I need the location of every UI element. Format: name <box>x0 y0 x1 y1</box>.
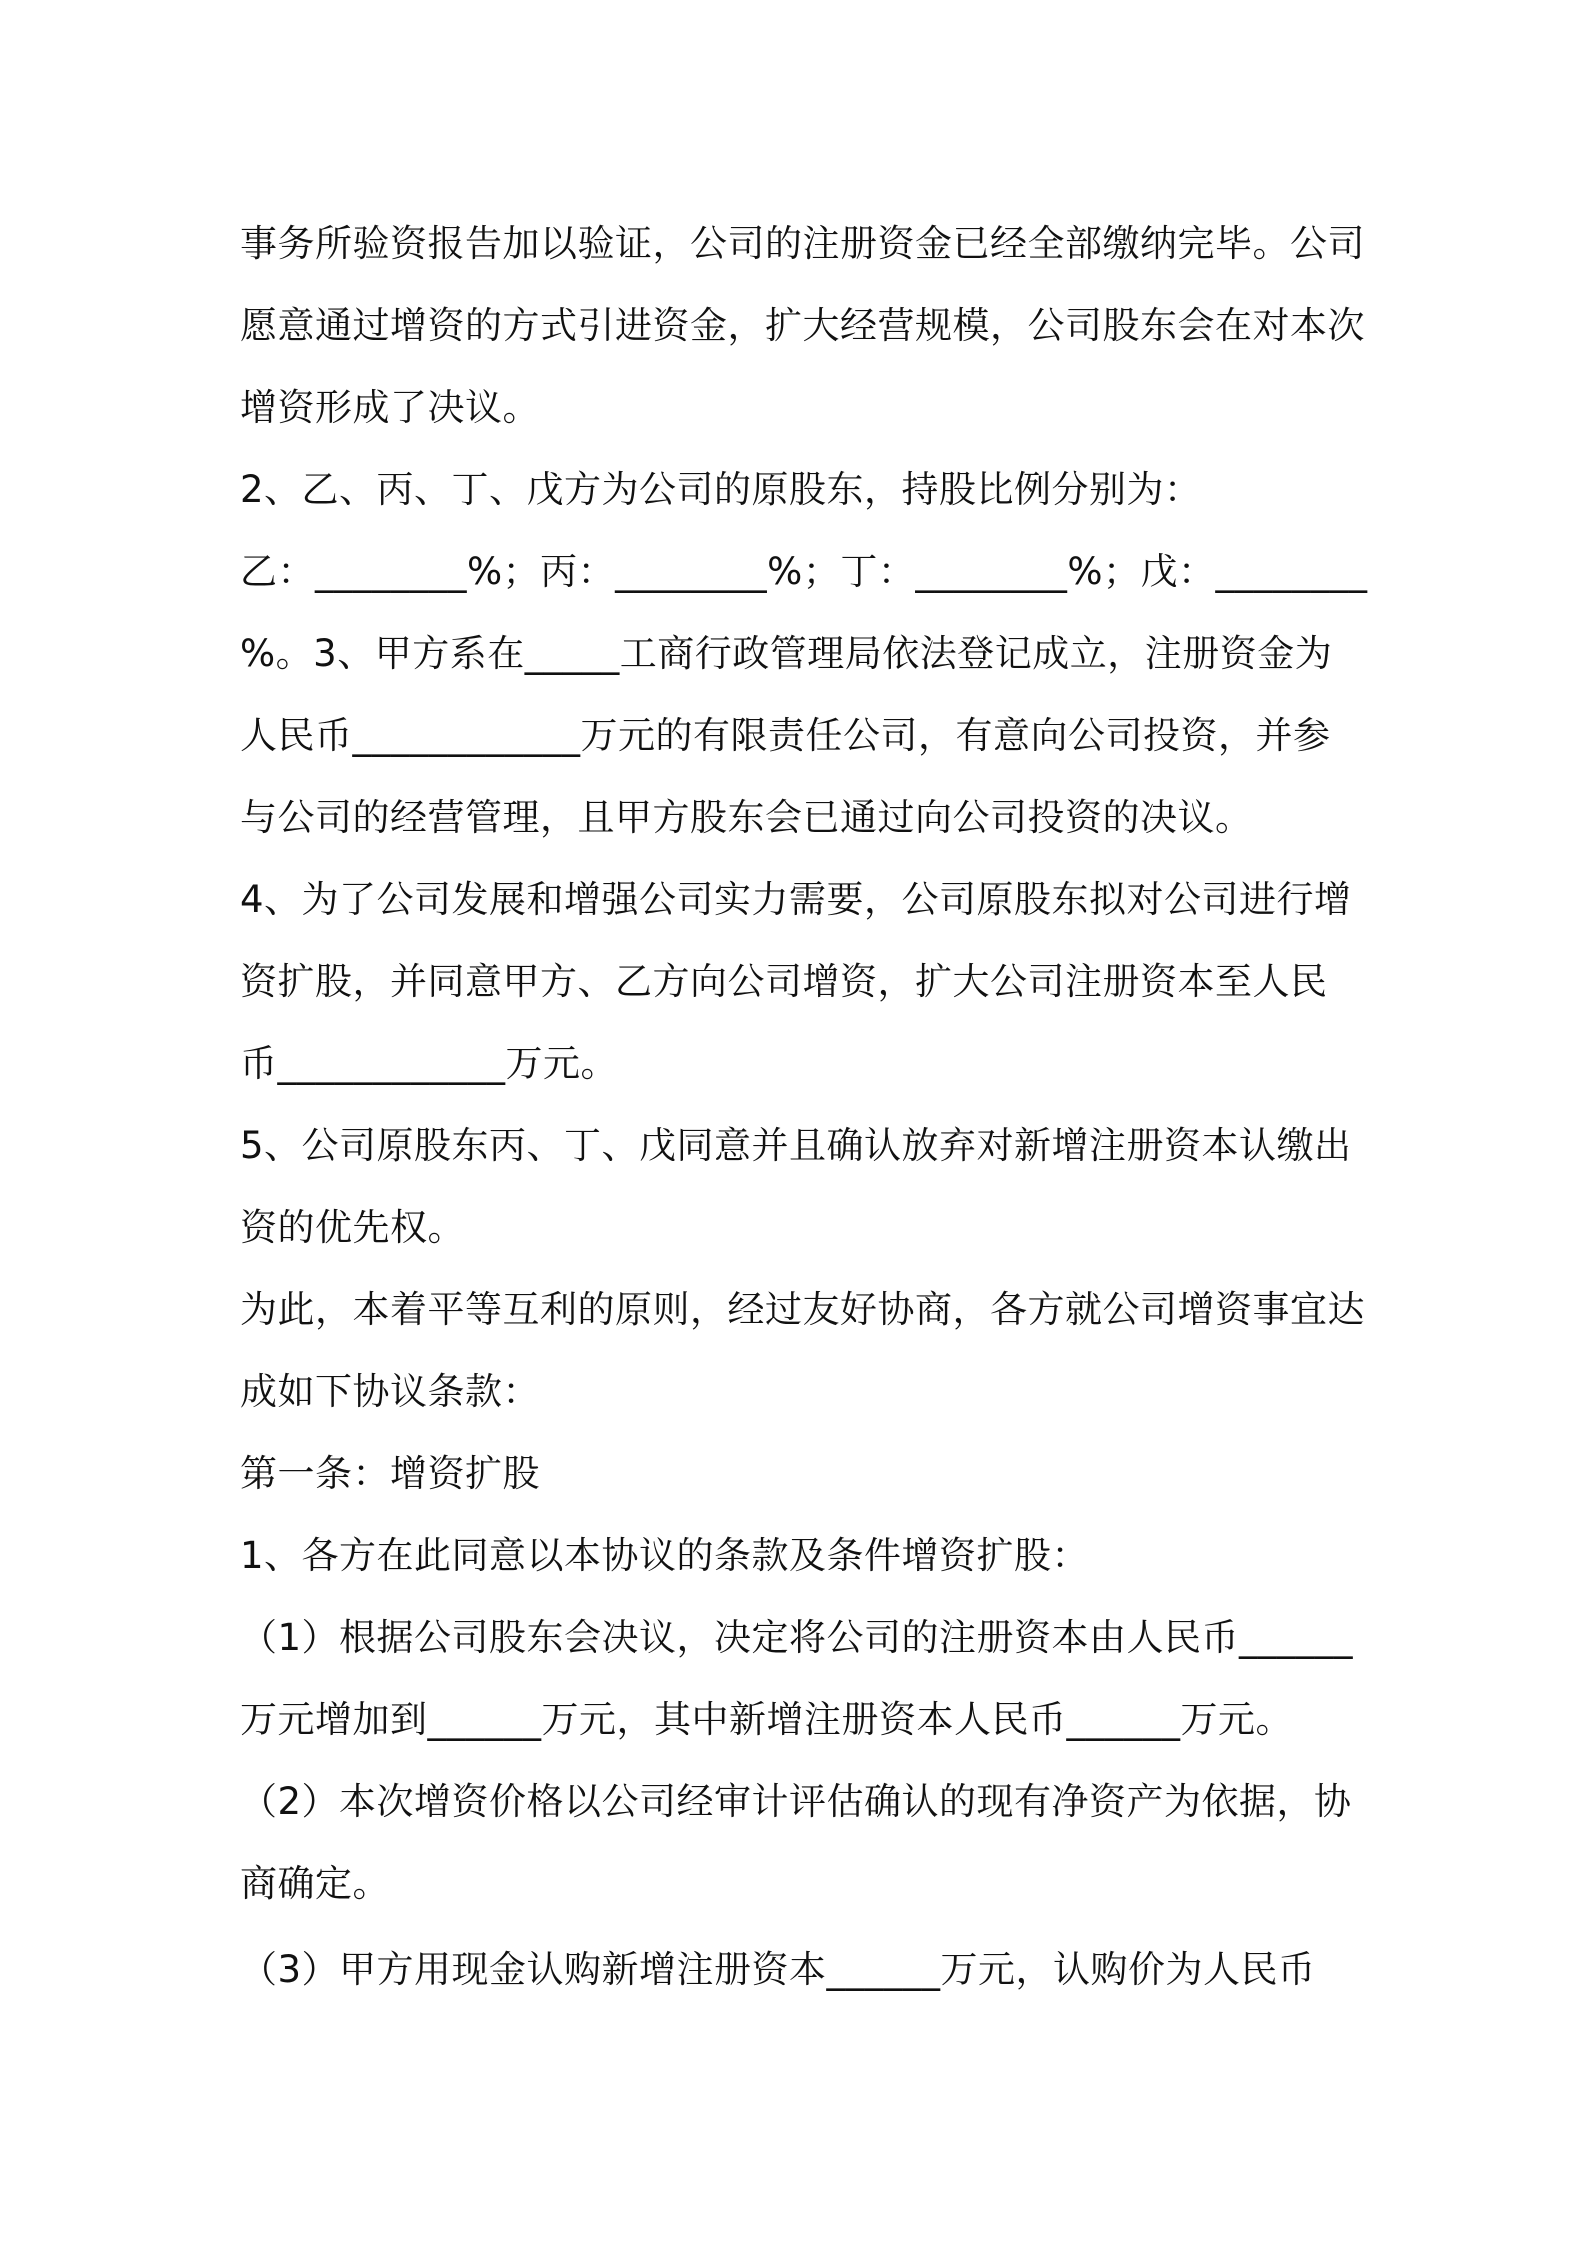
document-body <box>240 203 1368 2011</box>
text-line: 2、乙、丙、丁、戊方为公司的原股东，持股比例分别为： <box>240 468 1202 511</box>
text-line: 愿意通过增资的方式引进资金，扩大经营规模，公司股东会在对本次 <box>240 304 1365 347</box>
text-line: 人民币____________万元的有限责任公司，有意向公司投资，并参 <box>240 714 1331 757</box>
text-line: 乙：________%；丙：________%；丁：________%；戊：________ <box>240 550 1368 593</box>
text-line: （3）甲方用现金认购新增注册资本______万元，认购价为人民币 <box>240 1948 1316 1991</box>
text-line: 1、各方在此同意以本协议的条款及条件增资扩股： <box>240 1534 1090 1577</box>
text-line: 事务所验资报告加以验证，公司的注册资金已经全部缴纳完毕。公司 <box>240 222 1365 265</box>
text-line: （1）根据公司股东会决议，决定将公司的注册资本由人民币______ <box>240 1616 1354 1659</box>
text-line: 商确定。 <box>240 1862 390 1905</box>
text-line: 增资形成了决议。 <box>240 386 540 429</box>
text-line: 资的优先权。 <box>240 1206 465 1249</box>
text-line: 万元增加到______万元，其中新增注册资本人民币______万元。 <box>240 1698 1293 1741</box>
text-line: %。3、甲方系在_____工商行政管理局依法登记成立，注册资金为 <box>240 632 1333 675</box>
text-line: （2）本次增资价格以公司经审计评估确认的现有净资产为依据，协 <box>240 1780 1352 1823</box>
text-line: 成如下协议条款： <box>240 1370 540 1413</box>
text-line: 币____________万元。 <box>240 1042 618 1085</box>
text-line: 5、公司原股东丙、丁、戊同意并且确认放弃对新增注册资本认缴出 <box>240 1124 1352 1167</box>
text-line: 4、为了公司发展和增强公司实力需要，公司原股东拟对公司进行增 <box>240 878 1352 921</box>
article-heading: 第一条：增资扩股 <box>240 1452 540 1495</box>
text-line: 与公司的经营管理，且甲方股东会已通过向公司投资的决议。 <box>240 796 1253 839</box>
text-line: 为此，本着平等互利的原则，经过友好协商，各方就公司增资事宜达 <box>240 1288 1365 1331</box>
text-line: 资扩股，并同意甲方、乙方向公司增资，扩大公司注册资本至人民 <box>240 960 1328 1003</box>
